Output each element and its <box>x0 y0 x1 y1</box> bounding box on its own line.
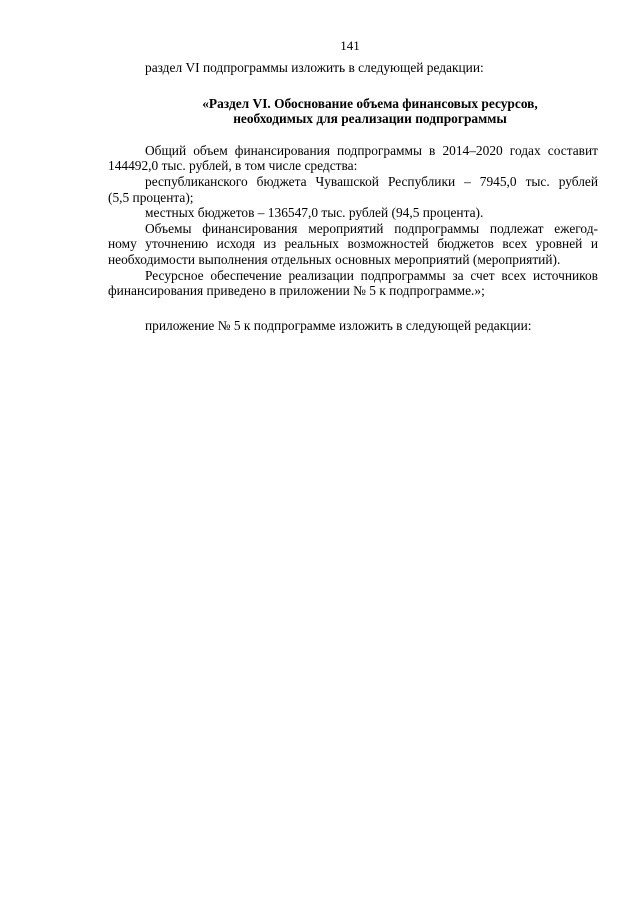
section-heading <box>108 96 598 127</box>
document-body <box>108 60 598 333</box>
paragraph-line: Объемы финансирования мероприятий подпрограммы подлежат ежегод- <box>145 220 598 236</box>
paragraph-line: Ресурсное обеспечение реализации подпрограммы за счет всех источников <box>145 267 598 283</box>
page-number: 141 <box>340 38 360 53</box>
paragraph-line: ному уточнению исходя из реальных возможностей бюджетов всех уровней и <box>108 236 598 252</box>
paragraph-total-funding <box>108 143 598 174</box>
paragraph-line: необходимости выполнения отдельных основных мероприятий (мероприятий). <box>108 251 561 267</box>
paragraph-local-budgets: местных бюджетов – 136547,0 тыс. рублей (94,5 процента). <box>145 205 484 221</box>
paragraph-republic-budget <box>108 174 598 205</box>
paragraph-line: 144492,0 тыс. рублей, в том числе средства: <box>108 158 358 174</box>
paragraph-resource-provision <box>108 268 598 299</box>
section-heading-line-1: «Раздел VI. Обоснование объема финансовых ресурсов, <box>202 95 538 111</box>
paragraph-line: (5,5 процента); <box>108 189 194 205</box>
paragraph-line: финансирования приведено в приложении № 5 к подпрограмме.»; <box>108 283 485 299</box>
paragraph-annual-adjustment <box>108 221 598 268</box>
section-heading-line-2: необходимых для реализации подпрограммы <box>233 111 507 127</box>
closing-text: приложение № 5 к подпрограмме изложить в следующей редакции: <box>145 317 532 333</box>
intro-text: раздел VI подпрограммы изложить в следующей редакции: <box>145 60 484 75</box>
paragraph-line: Общий объем финансирования подпрограммы в 2014–2020 годах составит <box>145 142 598 158</box>
paragraph-line: республиканского бюджета Чувашской Республики – 7945,0 тыс. рублей <box>145 173 598 189</box>
